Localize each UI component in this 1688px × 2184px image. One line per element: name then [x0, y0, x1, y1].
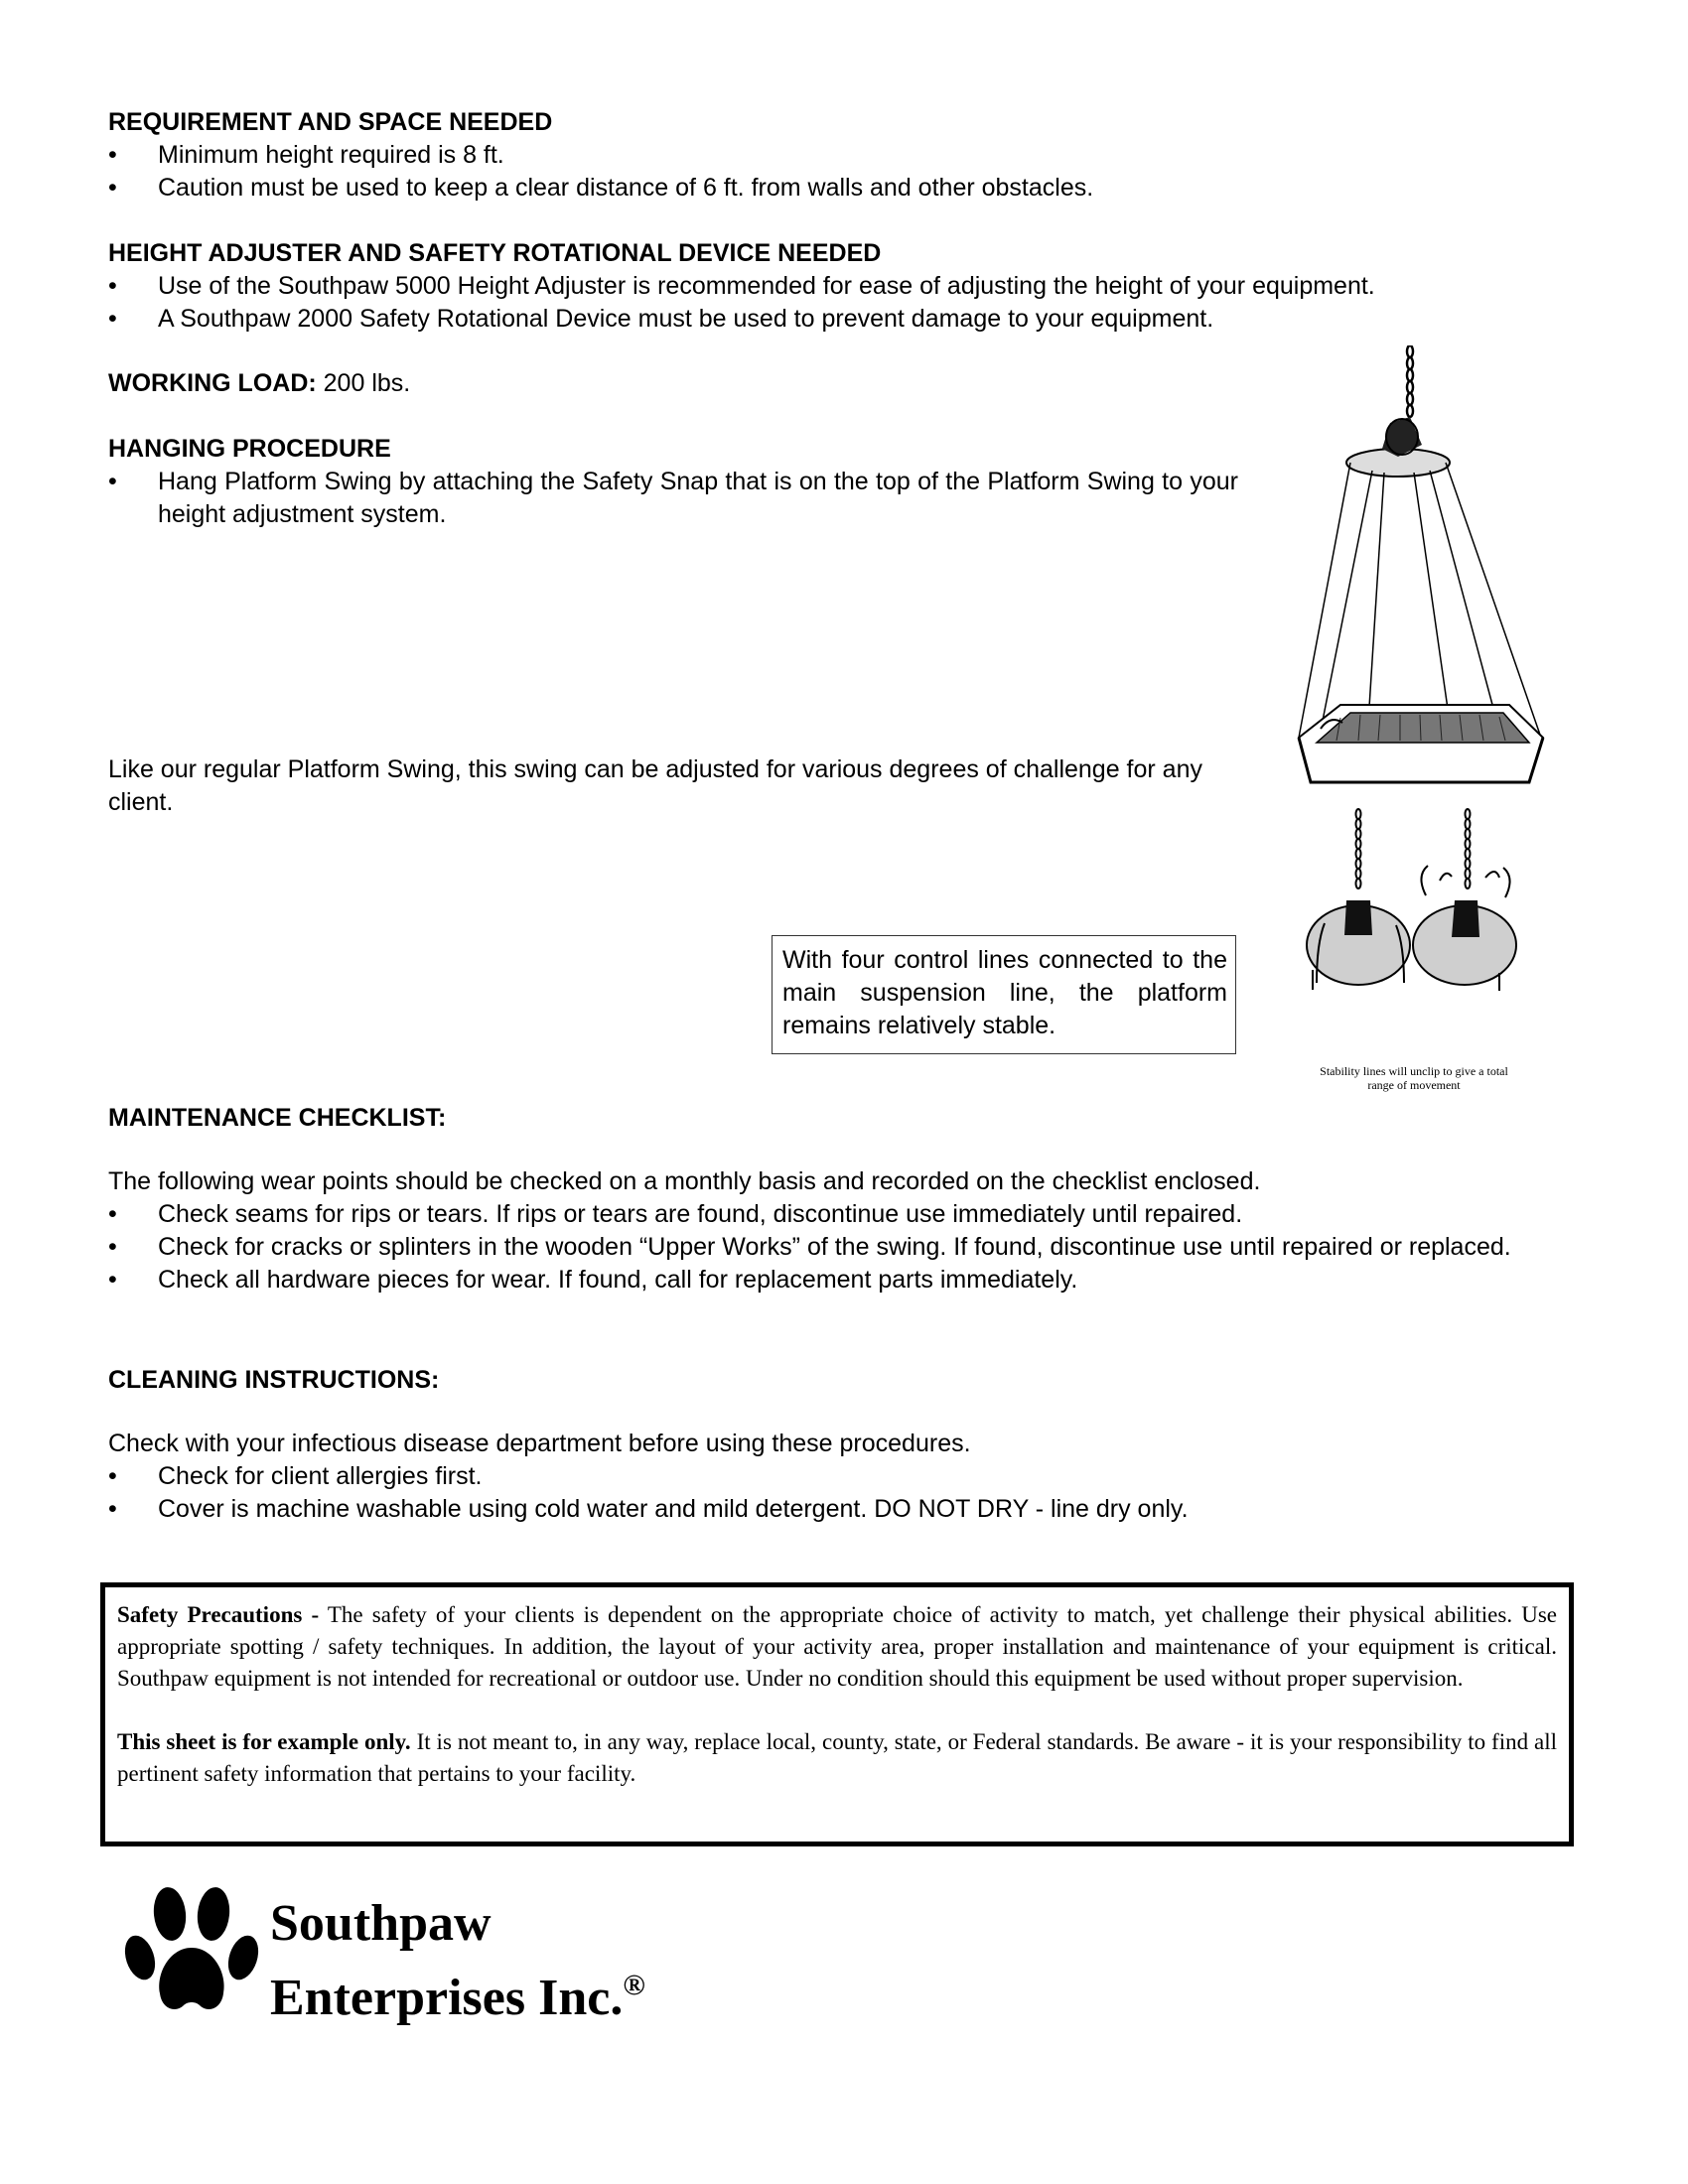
- cleaning-heading: CLEANING INSTRUCTIONS:: [108, 1366, 440, 1394]
- cleaning-intro: Check with your infectious disease department before using these procedures.: [108, 1430, 971, 1457]
- maintenance-intro: The following wear points should be checked on a monthly basis and recorded on the checklist enclosed.: [108, 1167, 1261, 1195]
- paw-print-logo: [122, 1886, 261, 2025]
- platform-swing-illustration: [1281, 345, 1569, 802]
- maintenance-heading: MAINTENANCE CHECKLIST:: [108, 1104, 447, 1132]
- height-adjuster-section: [108, 237, 1558, 336]
- requirement-list: [108, 139, 1558, 205]
- hanging-list: [108, 466, 1238, 531]
- list-item: • Cover is machine washable using cold water and mild detergent. DO NOT DRY - line dry only.: [108, 1493, 1558, 1526]
- hanging-heading: HANGING PROCEDURE: [108, 435, 391, 463]
- safety-paragraph: Safety Precautions - The safety of your clients is dependent on the appropriate choice of activity to match, yet challenge their physical abilities. Use appropriate spotting / safety techniques. In addition, the layout of your activity area, proper installation and maintenance of your equipment is critical. Southpaw equipment is not intended for recreational or outdoor use. Under no condition should this equipment be used without proper supervision.: [117, 1602, 1557, 1691]
- list-item: • Caution must be used to keep a clear distance of 6 ft. from walls and other obstacles.: [108, 172, 1558, 205]
- list-item: • Hang Platform Swing by attaching the Safety Snap that is on the top of the Platform Swing to your height adjustment system.: [108, 466, 1238, 531]
- maintenance-section: [108, 1102, 1558, 1297]
- list-item: • A Southpaw 2000 Safety Rotational Device must be used to prevent damage to your equipment.: [108, 303, 1558, 336]
- height-adjuster-heading: HEIGHT ADJUSTER AND SAFETY ROTATIONAL DEVICE NEEDED: [108, 239, 882, 267]
- safety-precautions-box: [100, 1582, 1574, 1846]
- adjust-paragraph: Like our regular Platform Swing, this swing can be adjusted for various degrees of challenge for any client.: [108, 755, 1202, 816]
- requirement-heading: REQUIREMENT AND SPACE NEEDED: [108, 108, 553, 136]
- list-item: • Minimum height required is 8 ft.: [108, 139, 1558, 172]
- brand-name: Southpaw Enterprises Inc.®: [270, 1895, 645, 2026]
- working-load-label: WORKING LOAD:: [108, 369, 317, 397]
- hanging-section: [108, 433, 1238, 531]
- figure-caption: Stability lines will unclip to give a total range of movement: [1320, 1064, 1508, 1092]
- disclaimer-paragraph: This sheet is for example only. It is not meant to, in any way, replace local, county, state, or Federal standards. Be aware - it is your responsibility to find all pertinent safety information that pertains to your facility.: [117, 1729, 1557, 1786]
- stability-lines-illustration: [1301, 806, 1529, 1044]
- list-item: • Check all hardware pieces for wear. If found, call for replacement parts immediately.: [108, 1264, 1558, 1297]
- list-item: • Use of the Southpaw 5000 Height Adjuster is recommended for ease of adjusting the height of your equipment.: [108, 270, 1558, 303]
- list-item: • Check seams for rips or tears. If rips or tears are found, discontinue use immediately until repaired.: [108, 1198, 1558, 1231]
- maintenance-list: [108, 1198, 1558, 1297]
- cleaning-list: [108, 1460, 1558, 1526]
- cleaning-section: [108, 1364, 1558, 1526]
- working-load-value: 200 lbs.: [323, 369, 411, 397]
- list-item: • Check for cracks or splinters in the wooden “Upper Works” of the swing. If found, discontinue use until repaired or replaced.: [108, 1231, 1558, 1264]
- height-adjuster-list: [108, 270, 1558, 336]
- stability-callout: With four control lines connected to the main suspension line, the platform remains relatively stable.: [772, 935, 1236, 1054]
- list-item: • Check for client allergies first.: [108, 1460, 1558, 1493]
- requirement-section: [108, 106, 1558, 205]
